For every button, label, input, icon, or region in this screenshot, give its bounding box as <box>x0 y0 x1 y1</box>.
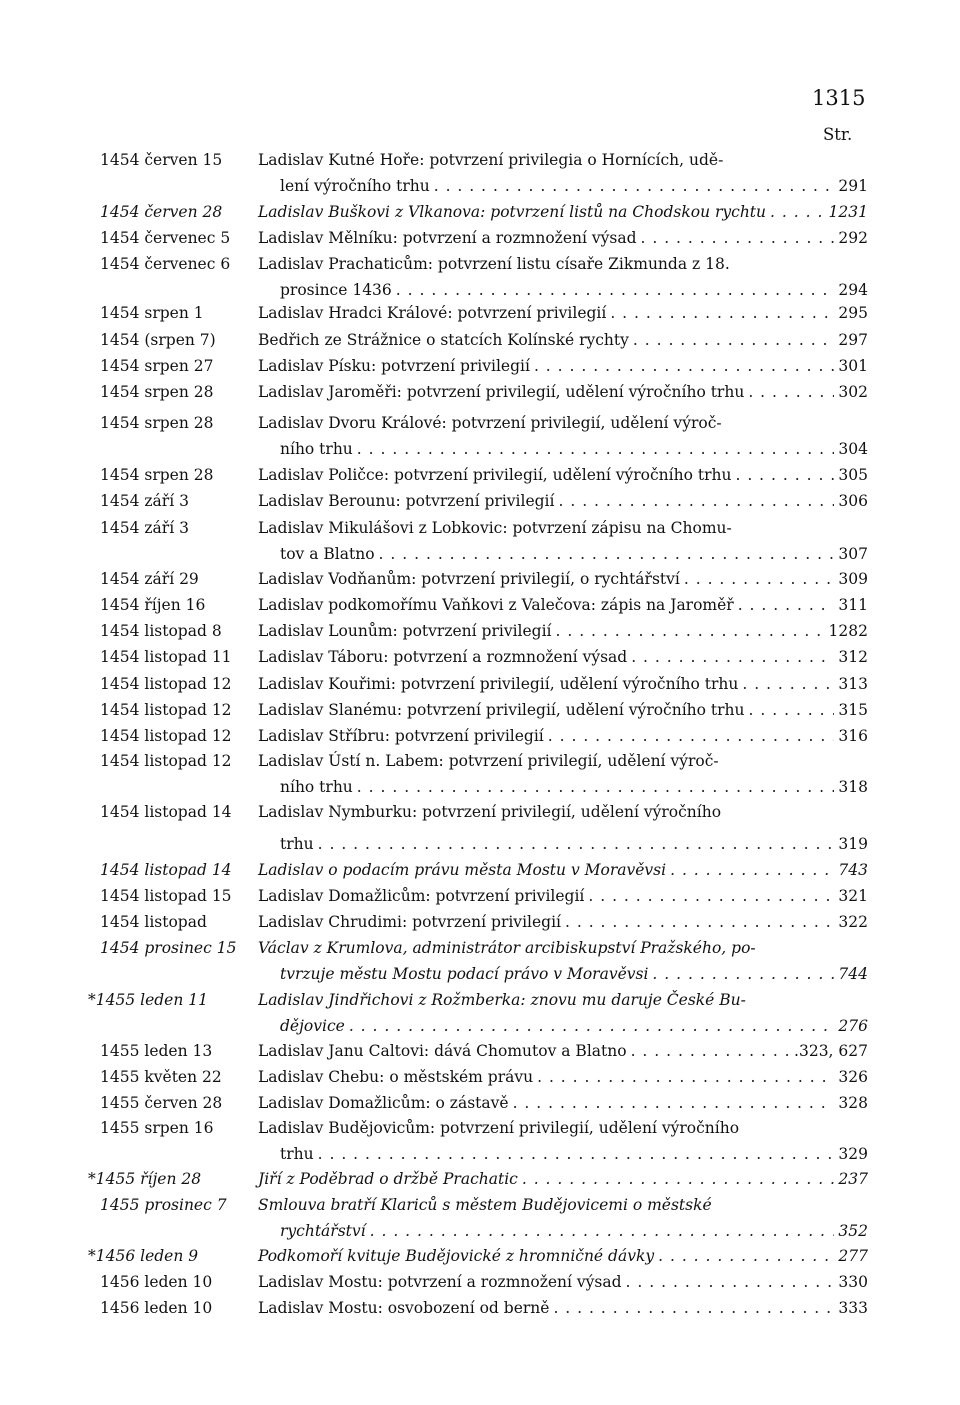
entry-page: 318 <box>838 778 868 796</box>
entry-text: Ladislav Hradci Králové: potvrzení privilegií <box>258 304 607 322</box>
entry-text: Ladislav Stříbru: potvrzení privilegií <box>258 727 544 745</box>
entry-body <box>258 1038 868 1064</box>
entry-page: 309 <box>838 570 868 588</box>
entry-page: 301 <box>838 357 868 375</box>
entry-body <box>258 353 868 379</box>
entry-body <box>258 566 868 592</box>
entry-date: 1454 listopad 11 <box>100 648 232 666</box>
dot-leader <box>558 488 834 514</box>
entry-text: Ladislav Chebu: o městském právu <box>258 1068 534 1086</box>
dot-leader <box>318 831 835 857</box>
entry-page: 295 <box>838 304 868 322</box>
entry-page: 302 <box>838 383 868 401</box>
entry-date: 1454 srpen 27 <box>100 357 214 375</box>
entry-page: 743 <box>838 861 868 879</box>
entry-page: 328 <box>838 1094 868 1112</box>
entry-date: *1455 leden 11 <box>88 991 208 1009</box>
entry-body <box>258 1295 868 1321</box>
entry-page: 1231 <box>828 203 868 221</box>
entry-body <box>258 251 868 299</box>
dot-leader <box>631 644 834 670</box>
dot-leader <box>357 436 835 462</box>
dot-leader <box>742 671 834 697</box>
dot-leader <box>565 909 834 935</box>
dot-leader <box>537 1064 834 1090</box>
entry-text: Ladislav Mělníku: potvrzení a rozmnožení výsad <box>258 229 637 247</box>
entry-text: dějovice <box>280 1017 345 1035</box>
entry-body <box>258 857 868 883</box>
entry-date: 1454 říjen 16 <box>100 596 206 614</box>
entry-text: Smlouva bratří Klariců s městem Budějovicemi o městské <box>258 1196 712 1214</box>
entry-date: 1455 červen 28 <box>100 1094 223 1112</box>
dot-leader <box>670 857 834 883</box>
entry-page: 277 <box>838 1247 868 1265</box>
entry-body <box>258 909 868 935</box>
entry-text: tvrzuje městu Mostu podací právo v Moravěvsi <box>280 965 649 983</box>
entry-text: Ladislav Mikulášovi z Lobkovic: potvrzení zápisu na Chomu- <box>258 519 732 537</box>
entry-date: 1454 prosinec 15 <box>100 939 237 957</box>
entry-text: Ladislav Kutné Hoře: potvrzení privilegia o Hornících, udě- <box>258 151 724 169</box>
entry-date: 1455 srpen 16 <box>100 1119 214 1137</box>
dot-leader <box>748 379 834 405</box>
entry-page: 237 <box>838 1170 868 1188</box>
dot-leader <box>652 961 834 987</box>
dot-leader <box>658 1243 834 1269</box>
entry-body <box>258 935 868 983</box>
entry-body <box>258 799 868 853</box>
entry-text: Ladislav Poličce: potvrzení privilegií, udělení výročního trhu <box>258 466 732 484</box>
entry-page: 744 <box>838 965 868 983</box>
dot-leader <box>641 225 835 251</box>
entry-date: 1454 září 3 <box>100 519 189 537</box>
entry-body <box>258 1166 868 1192</box>
entry-body <box>258 199 868 225</box>
entry-text: Ladislav podkomořímu Vaňkovi z Valečova: zápis na Jaroměř <box>258 596 734 614</box>
entry-text: Ladislav Dvoru Králové: potvrzení privilegií, udělení výroč- <box>258 414 722 432</box>
entry-page: 319 <box>838 835 868 853</box>
entry-page: 352 <box>838 1222 868 1240</box>
entry-text: Ladislav Ústí n. Labem: potvrzení privilegií, udělení výroč- <box>258 752 719 770</box>
entry-date: 1454 listopad 15 <box>100 887 232 905</box>
entry-page: 333 <box>838 1299 868 1317</box>
entry-page: .323, 627 <box>794 1042 868 1060</box>
entry-text: Ladislav Vodňanům: potvrzení privilegií, o rychtářství <box>258 570 680 588</box>
entry-text: Václav z Krumlova, administrátor arcibiskupství Pražského, po- <box>258 939 756 957</box>
entry-page: 276 <box>838 1017 868 1035</box>
entry-body <box>258 1064 868 1090</box>
dot-leader <box>738 592 835 618</box>
entry-body <box>258 300 868 326</box>
entry-body <box>258 883 868 909</box>
dot-leader <box>631 1038 790 1064</box>
entry-text: Ladislav Lounům: potvrzení privilegií <box>258 622 552 640</box>
entry-text: Ladislav Táboru: potvrzení a rozmnožení výsad <box>258 648 628 666</box>
entry-body <box>258 671 868 697</box>
entry-page: 1282 <box>828 622 868 640</box>
dot-leader <box>357 774 835 800</box>
entry-text: Bedřich ze Strážnice o statcích Kolínské rychty <box>258 331 629 349</box>
entry-date: 1454 listopad 8 <box>100 622 222 640</box>
dot-leader <box>349 1013 835 1039</box>
entry-date: 1455 prosinec 7 <box>100 1196 227 1214</box>
entry-date: 1454 červen 28 <box>100 203 223 221</box>
entry-text: Ladislav Domažlicům: o zástavě <box>258 1094 509 1112</box>
entry-page: 307 <box>838 545 868 563</box>
entry-body <box>258 327 868 353</box>
entry-body <box>258 515 868 563</box>
entry-page: 322 <box>838 913 868 931</box>
dot-leader <box>318 1141 835 1167</box>
entry-text: Ladislav Mostu: osvobození od berně <box>258 1299 550 1317</box>
entry-page: 304 <box>838 440 868 458</box>
entry-date: 1454 září 3 <box>100 492 189 510</box>
entry-text: Jiří z Poděbrad o držbě Prachatic <box>258 1170 518 1188</box>
dot-leader <box>434 173 835 199</box>
dot-leader <box>610 300 834 326</box>
dot-leader <box>379 541 835 567</box>
entry-text: ního trhu <box>280 778 353 796</box>
entry-text: Ladislav Mostu: potvrzení a rozmnožení výsad <box>258 1273 622 1291</box>
entry-date: 1454 listopad 14 <box>100 861 232 879</box>
entry-date: 1455 květen 22 <box>100 1068 222 1086</box>
entry-body <box>258 697 868 723</box>
entry-text: Ladislav Janu Caltovi: dává Chomutov a Blatno <box>258 1042 627 1060</box>
entry-text: Ladislav Domažlicům: potvrzení privilegií <box>258 887 585 905</box>
entry-date: *1456 leden 9 <box>88 1247 199 1265</box>
entry-page: 291 <box>838 177 868 195</box>
entry-date: 1454 červen 15 <box>100 151 223 169</box>
entry-page: 312 <box>838 648 868 666</box>
entry-page: 306 <box>838 492 868 510</box>
dot-leader <box>534 353 834 379</box>
dot-leader <box>556 618 825 644</box>
entry-page: 326 <box>838 1068 868 1086</box>
entry-date: 1456 leden 10 <box>100 1299 213 1317</box>
entry-text: prosince 1436 <box>280 281 392 299</box>
entry-text: Ladislav Písku: potvrzení privilegií <box>258 357 530 375</box>
entry-text: Ladislav Nymburku: potvrzení privilegií, udělení výročního <box>258 803 722 821</box>
entry-text: Ladislav Prachaticům: potvrzení listu císaře Zikmunda z 18. <box>258 255 730 273</box>
entry-body <box>258 462 868 488</box>
entry-date: 1454 srpen 28 <box>100 414 214 432</box>
entry-date: 1454 listopad 12 <box>100 752 232 770</box>
entry-date: 1454 listopad 12 <box>100 701 232 719</box>
entry-text: tov a Blatno <box>280 545 375 563</box>
dot-leader <box>553 1295 834 1321</box>
entry-body <box>258 1192 868 1240</box>
entry-page: 311 <box>838 596 868 614</box>
dot-leader <box>749 697 835 723</box>
entry-body <box>258 592 868 618</box>
entry-text: Ladislav Kouřimi: potvrzení privilegií, udělení výročního trhu <box>258 675 739 693</box>
entry-text: ního trhu <box>280 440 353 458</box>
entry-text: Ladislav Chrudimi: potvrzení privilegií <box>258 913 561 931</box>
dot-leader <box>513 1090 835 1116</box>
entry-text: rychtářství <box>280 1222 366 1240</box>
entry-text: Ladislav Berounu: potvrzení privilegií <box>258 492 555 510</box>
entry-page: 315 <box>838 701 868 719</box>
entry-date: 1454 listopad 12 <box>100 727 232 745</box>
entry-body <box>258 987 868 1035</box>
entry-body <box>258 723 868 749</box>
page-number: 1315 <box>812 86 866 110</box>
entry-page: 330 <box>838 1273 868 1291</box>
entry-page: 313 <box>838 675 868 693</box>
dot-leader <box>633 327 835 353</box>
entry-body <box>258 644 868 670</box>
entry-date: 1454 listopad 12 <box>100 675 232 693</box>
entry-date: 1455 leden 13 <box>100 1042 213 1060</box>
entry-date: 1454 září 29 <box>100 570 199 588</box>
entry-date: *1455 říjen 28 <box>88 1170 202 1188</box>
entry-text: Ladislav Jaroměři: potvrzení privilegií, udělení výročního trhu <box>258 383 745 401</box>
entry-body <box>258 1269 868 1295</box>
entry-date: 1454 srpen 1 <box>100 304 204 322</box>
entry-date: 1454 listopad 14 <box>100 803 232 821</box>
dot-leader <box>522 1166 835 1192</box>
entry-text: lení výročního trhu <box>280 177 430 195</box>
entry-body <box>258 1243 868 1269</box>
page-column-label: Str. <box>823 125 853 144</box>
dot-leader <box>588 883 834 909</box>
entry-page: 292 <box>838 229 868 247</box>
entry-body <box>258 1090 868 1116</box>
entry-body <box>258 410 868 458</box>
entry-page: 329 <box>838 1145 868 1163</box>
entry-text: Ladislav Buškovi z Vlkanova: potvrzení listů na Chodskou rychtu <box>258 203 767 221</box>
entry-body <box>258 618 868 644</box>
entry-date: 1454 listopad <box>100 913 207 931</box>
entry-page: 294 <box>838 281 868 299</box>
dot-leader <box>626 1269 835 1295</box>
entry-text: Ladislav Jindřichovi z Rožmberka: znovu mu daruje České Bu- <box>258 991 746 1009</box>
entry-page: 316 <box>838 727 868 745</box>
entry-date: 1454 (srpen 7) <box>100 331 216 349</box>
entry-body <box>258 147 868 195</box>
entry-page: 305 <box>838 466 868 484</box>
dot-leader <box>548 723 835 749</box>
entry-date: 1454 červenec 6 <box>100 255 231 273</box>
entry-text: trhu <box>280 1145 314 1163</box>
entry-date: 1456 leden 10 <box>100 1273 213 1291</box>
dot-leader <box>770 199 825 225</box>
entry-body <box>258 748 868 796</box>
entry-body <box>258 379 868 405</box>
entry-text: trhu <box>280 835 314 853</box>
entry-body <box>258 488 868 514</box>
entry-page: 297 <box>838 331 868 349</box>
entry-text: Podkomoří kvituje Budějovické z hromničné dávky <box>258 1247 655 1265</box>
dot-leader <box>735 462 834 488</box>
entry-date: 1454 červenec 5 <box>100 229 231 247</box>
dot-leader <box>684 566 835 592</box>
entry-text: Ladislav Slanému: potvrzení privilegií, udělení výročního trhu <box>258 701 745 719</box>
entry-text: Ladislav o podacím právu města Mostu v Moravěvsi <box>258 861 667 879</box>
entry-page: 321 <box>838 887 868 905</box>
entry-body <box>258 225 868 251</box>
entry-text: Ladislav Budějovicům: potvrzení privilegií, udělení výročního <box>258 1119 740 1137</box>
entry-date: 1454 srpen 28 <box>100 466 214 484</box>
entry-body <box>258 1115 868 1163</box>
entry-date: 1454 srpen 28 <box>100 383 214 401</box>
dot-leader <box>370 1218 835 1244</box>
